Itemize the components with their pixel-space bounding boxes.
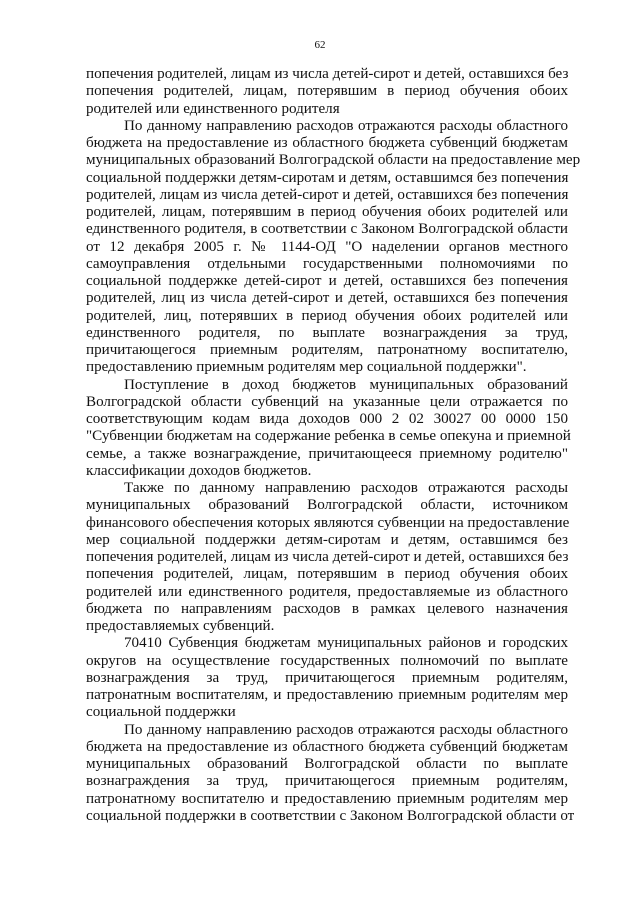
text-line: Также по данному направлению расходов отражаются расходы <box>124 480 568 496</box>
page-number: 62 <box>314 39 326 51</box>
text-line: родителей, лиц из числа детей-сирот и детей, оставшихся без попечения <box>86 290 568 307</box>
document-body <box>86 66 581 825</box>
text-line: муниципальных образований Волгоградской области, источником <box>86 497 568 514</box>
text-line: родителей или единственного родителя, предоставляемые из областного <box>86 583 568 600</box>
text-line: попечения родителей, лицам из числа детей-сирот и детей, оставшихся без <box>86 549 569 565</box>
text-line: предоставляемых субвенций. <box>86 618 275 634</box>
paragraph <box>86 480 568 635</box>
text-line: самоуправления отдельными государственными полномочиями по <box>86 255 568 272</box>
text-line: муниципальных образований Волгоградской области на предоставление мер <box>86 152 581 169</box>
text-line: "Субвенции бюджетам на содержание ребенка в семье опекуна и приемной <box>86 428 571 445</box>
text-line: попечения родителей, лицам из числа детей-сирот и детей, оставшихся без <box>86 66 569 82</box>
text-line: финансового обеспечения которых являются субвенции на предоставление <box>86 514 570 531</box>
text-line: бюджета по направлениям расходов в рамках целевого назначения <box>86 600 568 617</box>
text-line: муниципальных образований Волгоградской области по выплате <box>86 756 568 772</box>
text-line: Поступление в доход бюджетов муниципальных образований <box>124 376 568 393</box>
text-line: социальной поддержки детям-сиротам и детям, оставшимся без попечения <box>86 169 569 186</box>
text-line: социальной поддержке детей-сирот и детей, оставшихся без попечения <box>86 273 568 289</box>
text-line: попечения родителей, лицам, потерявшим в период обучения обоих <box>86 566 568 583</box>
text-line: причитающегося приемным родителям, патронатному воспитателю, <box>86 342 568 358</box>
text-line: родителей или единственного родителя <box>86 100 340 117</box>
text-line: родителей, лиц, потерявших в период обучения обоих родителей или <box>86 307 568 324</box>
paragraph <box>86 635 568 721</box>
text-line: попечения родителей, лицам, потерявшим в период обучения обоих <box>86 83 568 100</box>
text-line: единственного родителя, по выплате вознаграждения за труд, <box>86 324 568 341</box>
text-line: бюджета на предоставление из областного бюджета субвенций бюджетам <box>86 738 568 755</box>
text-line: единственного родителя, в соответствии с Законом Волгоградской области <box>86 221 568 238</box>
text-line: вознаграждения за труд, причитающегося приемным родителям, <box>86 773 568 790</box>
text-line: бюджета на предоставление из областного бюджета субвенций бюджетам <box>86 135 568 151</box>
text-line: Волгоградской области субвенций на указанные цели отражается по <box>86 393 568 410</box>
text-line: классификации доходов бюджетов. <box>86 462 312 479</box>
text-line: мер социальной поддержки детям-сиротам и детям, оставшимся без <box>86 531 568 548</box>
text-line: патронатному воспитателю и предоставлению приемным родителям мер <box>86 790 568 807</box>
text-line: 70410 Субвенция бюджетам муниципальных районов и городских <box>124 635 568 652</box>
paragraph <box>86 721 575 826</box>
paragraph <box>86 117 581 377</box>
text-line: патронатным воспитателям, и предоставлению приемным родителям мер <box>86 687 568 703</box>
text-line: вознаграждения за труд, причитающегося приемным родителям, <box>86 669 568 686</box>
text-line: от 12 декабря 2005 г. № 1144-ОД "О наделении органов местного <box>86 238 568 255</box>
text-line: округов на осуществление государственных полномочий по выплате <box>86 652 568 669</box>
text-line: По данному направлению расходов отражаются расходы областного <box>124 117 568 134</box>
paragraph <box>86 376 571 481</box>
text-line: предоставлению приемным родителям мер социальной поддержки". <box>86 359 527 376</box>
text-line: социальной поддержки в соответствии с Законом Волгоградской области от <box>86 807 575 824</box>
text-line: По данному направлению расходов отражаются расходы областного <box>124 721 568 738</box>
text-line: родителей, лицам, потерявшим в период обучения обоих родителей или <box>86 204 568 220</box>
text-line: семье, а также вознаграждение, причитающееся приемному родителю" <box>86 445 568 462</box>
text-line: социальной поддержки <box>86 704 236 721</box>
text-line: соответствующим кодам вида доходов 000 2 02 30027 00 0000 150 <box>86 411 568 427</box>
paragraph <box>86 66 568 118</box>
text-line: родителей, лицам из числа детей-сирот и детей, оставшихся без попечения <box>86 186 569 203</box>
